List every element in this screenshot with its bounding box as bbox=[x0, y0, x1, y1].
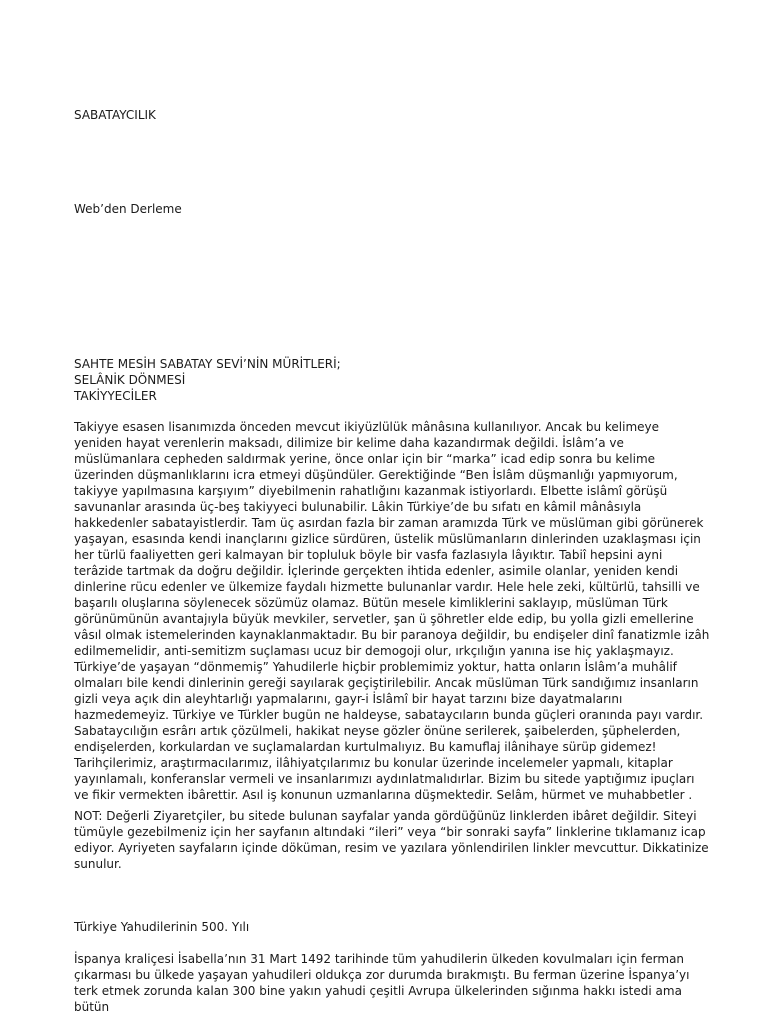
document-subtitle: Web’den Derleme bbox=[74, 202, 182, 216]
section-title: Türkiye Yahudilerinin 500. Yılı bbox=[74, 920, 250, 934]
last-paragraph: İspanya kraliçesi İsabella’nın 31 Mart 1492 tarihinde tüm yahudilerin ülkeden kovulmaları için ferman çıkarması bu ülkede yaşayan yahudileri oldukça zor durumda bırakmıştı. Bu ferman üzerine İspanya’yı terk etmek zorunda kalan 300 bine yakın yahudi çeşitli Avrupa ülkelerinden sığınma hakkı istedi ama bütün bbox=[74, 952, 690, 1014]
heading-line: SELÂNİK DÖNMESİ bbox=[74, 373, 186, 387]
heading-line: SAHTE MESİH SABATAY SEVİ’NİN MÜRİTLERİ; bbox=[74, 357, 341, 371]
document-title: SABATAYCILIK bbox=[74, 108, 156, 122]
heading-block bbox=[74, 356, 714, 404]
body-paragraph: Takiyye esasen lisanımızda önceden mevcut ikiyüzlülük mânâsına kullanılıyor. Ancak bu kelimeye yeniden hayat verenlerin maksadı, dilimize bir kelime daha kazandırmak değildi. İslâm’a ve müslümanlara cepheden saldırmak yerine, önce onlar için bir “marka” icad edip sonra bu kelime üzerinden düşmanlıklarını icra etmeyi düşündüler. Gerektiğinde “Ben İslâm düşmanlığı yapmıyorum, takiyye yapılmasına karşıyım” diyebilmenin rahatlığını kazanmak istiyorlardı. Elbette islâmî görüşü savunanlar arasında üç-beş takiyyeci bulunabilir. Lâkin Türkiye’de bu sıfatı en kâmil mânâsıyla hakkedenler sabatayistlerdir. Tam üç asırdan fazla bir zaman aramızda Türk ve müslüman gibi görünerek yaşayan, esasında kendi inançlarını gizlice sürdüren, üstelik müslümanların dinlerinden uzaklaşması için her türlü faaliyetten geri kalmayan bir topluluk böyle bir vasfa fazlasıyla lâyıktır. Tabiî hepsini ayni terâzide tartmak da doğru değildir. İçlerinde gerçekten ihtida edenler, asimile olanlar, yeniden kendi dinlerine rücu edenler ve ülkemize faydalı hizmette bulunanlar vardır. Hele hele zeki, kültürlü, tahsilli ve başarılı oluşlarına söylenecek sözümüz olamaz. Bütün mesele kimliklerini saklayıp, müslüman Türk görünümünün avantajıyla büyük mevkiler, servetler, şan ü şöhretler elde edip, bu yolla gizli emellerine vâsıl olmak istemelerinden kaynaklanmaktadır. Bu bir paranoya değildir, bu endişeler dinî fanatizmle izâh edilmemelidir, anti-semitizm suçlaması ucuz bir demogoji olur, ırkçılığın yanına ise hiç yaklaşmayız. Türkiye’de yaşayan “dönmemiş” Yahudilerle hiçbir problemimiz yoktur, hatta onların İslâm’a muhâlif olmaları bile kendi dinlerinin gereği sayılarak geçiştirilebilir. Ancak müslüman Türk sandığımız insanların gizli veya açık din aleyhtarlığı yapmalarını, gayr-i İslâmî bir hayat tarzını bize dayatmalarını hazmedemeyiz. Türkiye ve Türkler bugün ne haldeyse, sabataycıların bunda güçleri oranında payı vardır. Sabataycılığın esrârı artık çözülmeli, hakikat neyse gözler önüne serilerek, şaibelerden, şüphelerden, endişelerden, korkulardan ve suçlamalardan kurtulmalıyız. Bu kamuflaj ilânihaye sürüp gidemez! Tarihçilerimiz, araştırmacılarımız, ilâhiyatçılarımız bu konular üzerinde incelemeler yapmalı, kitaplar yayınlamalı, konferanslar vermeli ve insanlarımızı aydınlatmalıdırlar. Bizim bu sitede yaptığımız ipuçları ve fikir vermekten ibârettir. Asıl iş konunun uzmanlarına düşmektedir. Selâm, hürmet ve muhabbetler . bbox=[74, 420, 710, 802]
note-paragraph: NOT: Değerli Ziyaretçiler, bu sitede bulunan sayfalar yanda gördüğünüz linklerden ibâret değildir. Siteyi tümüyle gezebilmeniz için her sayfanın altındaki “ileri” veya “bir sonraki sayfa” linklerine tıklamanız icap ediyor. Ayriyeten sayfaların içinde döküman, resim ve yazılara yönlendirilen linkler mevcuttur. Dikkatinize sunulur. bbox=[74, 809, 709, 871]
heading-line: TAKİYYECİLER bbox=[74, 389, 157, 403]
